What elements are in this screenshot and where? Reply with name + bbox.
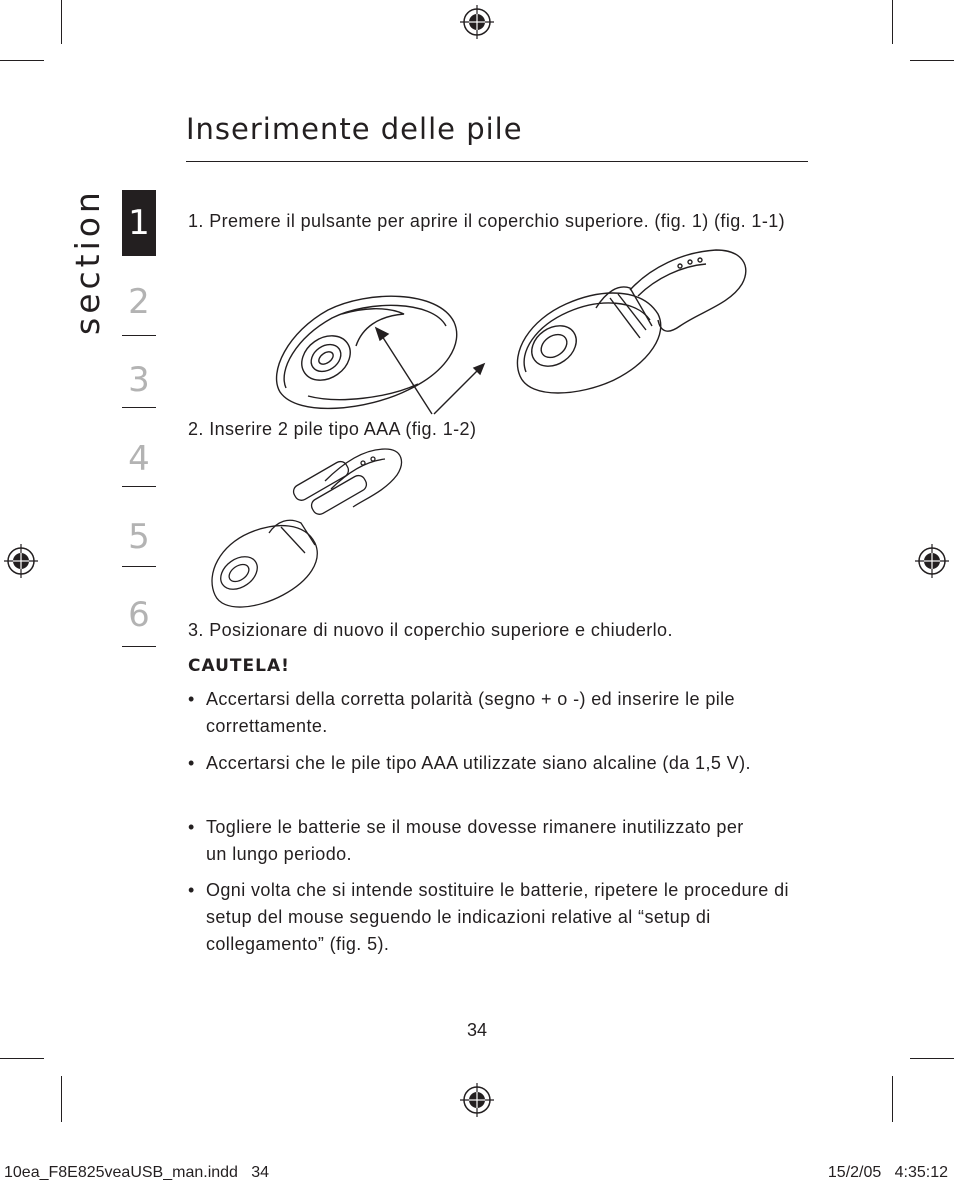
- mouse-open-illustration: [510, 248, 750, 398]
- caution-item: [188, 750, 810, 777]
- registration-mark-icon: [915, 544, 949, 578]
- caution-item: [188, 877, 800, 958]
- section-rule: [122, 646, 156, 647]
- title-rule: [186, 161, 808, 162]
- footer-date-time: 15/2/05 4:35:12: [827, 1164, 948, 1181]
- crop-mark: [0, 1058, 44, 1059]
- section-number: 4: [128, 439, 150, 479]
- step-1-text: 1. Premere il pulsante per aprire il coperchio superiore. (fig. 1) (fig. 1-1): [188, 211, 786, 231]
- bullet-icon: •: [188, 689, 195, 709]
- section-number: 2: [128, 282, 150, 322]
- crop-mark: [0, 60, 44, 61]
- registration-mark-icon: [460, 1083, 494, 1117]
- caution-item-text: Accertarsi che le pile tipo AAA utilizzate siano alcaline (da 1,5 V).: [206, 753, 751, 773]
- caution-item: [188, 814, 748, 868]
- bullet-icon: •: [188, 817, 195, 837]
- section-rule: [122, 335, 156, 336]
- page-title: Inserimente delle pile: [186, 112, 523, 146]
- section-rule: [122, 407, 156, 408]
- crop-mark: [61, 1076, 62, 1122]
- caution-item-text: Ogni volta che si intende sostituire le batterie, ripetere le procedure di setup del mouse seguendo le indicazioni relative al “setup di collegamento” (fig. 5).: [206, 880, 789, 954]
- section-tab-active: [122, 190, 156, 256]
- caution-item-text: Togliere le batterie se il mouse dovesse rimanere inutilizzato per un lungo periodo.: [206, 817, 744, 864]
- bullet-icon: •: [188, 880, 195, 900]
- caution-heading: CAUTELA!: [188, 656, 290, 676]
- step-3-text: 3. Posizionare di nuovo il coperchio superiore e chiuderlo.: [188, 620, 673, 640]
- crop-mark: [892, 0, 893, 44]
- section-number: 5: [128, 517, 150, 557]
- crop-mark: [892, 1076, 893, 1122]
- section-number: 3: [128, 360, 150, 400]
- bullet-icon: •: [188, 753, 195, 773]
- crop-mark: [910, 1058, 954, 1059]
- registration-mark-icon: [4, 544, 38, 578]
- battery-insert-illustration: [205, 445, 405, 613]
- section-rule: [122, 566, 156, 567]
- step-2-text: 2. Inserire 2 pile tipo AAA (fig. 1-2): [188, 419, 477, 439]
- section-rule: [122, 486, 156, 487]
- crop-mark: [61, 0, 62, 44]
- section-label: section: [68, 188, 107, 335]
- caution-item-text: Accertarsi della corretta polarità (segno + o -) ed inserire le pile correttamente.: [206, 689, 735, 736]
- section-number: 6: [128, 595, 150, 635]
- section-number-active: 1: [128, 203, 150, 243]
- page-number: 34: [466, 1020, 488, 1040]
- crop-mark: [910, 60, 954, 61]
- caution-item: [188, 686, 800, 740]
- footer-file-name: 10ea_F8E825veaUSB_man.indd 34: [4, 1164, 270, 1181]
- registration-mark-icon: [460, 5, 494, 39]
- arrows-illustration: [370, 322, 490, 417]
